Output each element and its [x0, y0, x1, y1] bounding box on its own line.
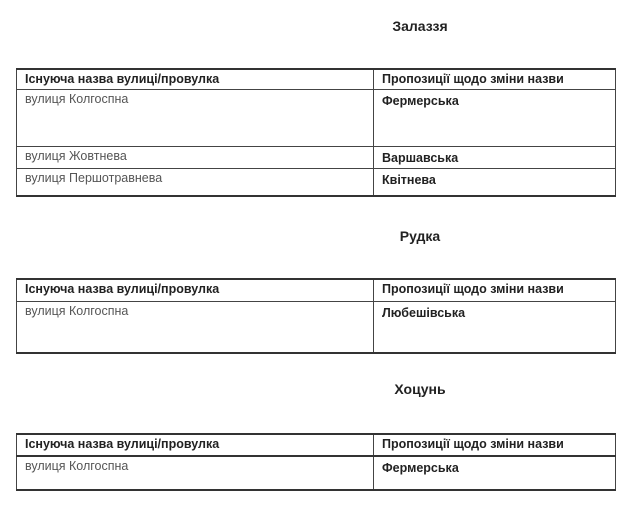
- header-existing: Існуюча назва вулиці/провулка: [17, 69, 374, 89]
- existing-name: вулиця Першотравнева: [17, 168, 374, 196]
- proposed-name: Квітнева: [374, 168, 616, 196]
- proposed-name: Варшавська: [374, 146, 616, 168]
- table-row: [17, 89, 616, 146]
- existing-name: вулиця Колгоспна: [17, 89, 374, 146]
- section-title-rudka: Рудка: [399, 228, 441, 244]
- section-title-zalazzia: Залаззя: [392, 18, 448, 34]
- header-proposal: Пропозиції щодо зміни назви: [374, 69, 616, 89]
- proposed-name: Любешівська: [374, 301, 616, 353]
- header-proposal: Пропозиції щодо зміни назви: [374, 279, 616, 301]
- table-row: [17, 456, 616, 490]
- section-title-khotsun: Хоцунь: [394, 381, 446, 397]
- existing-name: вулиця Колгоспна: [17, 301, 374, 353]
- header-proposal: Пропозиції щодо зміни назви: [374, 434, 616, 456]
- existing-name: вулиця Жовтнева: [17, 146, 374, 168]
- header-existing: Існуюча назва вулиці/провулка: [17, 279, 374, 301]
- existing-name: вулиця Колгоспна: [17, 456, 374, 490]
- table-row: [17, 301, 616, 353]
- streets-table-khotsun: [16, 433, 616, 491]
- proposed-name: Фермерська: [374, 456, 616, 490]
- proposed-name: Фермерська: [374, 89, 616, 146]
- table-row: [17, 168, 616, 196]
- table-row: [17, 146, 616, 168]
- streets-table-rudka: [16, 278, 616, 354]
- header-existing: Існуюча назва вулиці/провулка: [17, 434, 374, 456]
- streets-table-zalazzia: [16, 68, 616, 197]
